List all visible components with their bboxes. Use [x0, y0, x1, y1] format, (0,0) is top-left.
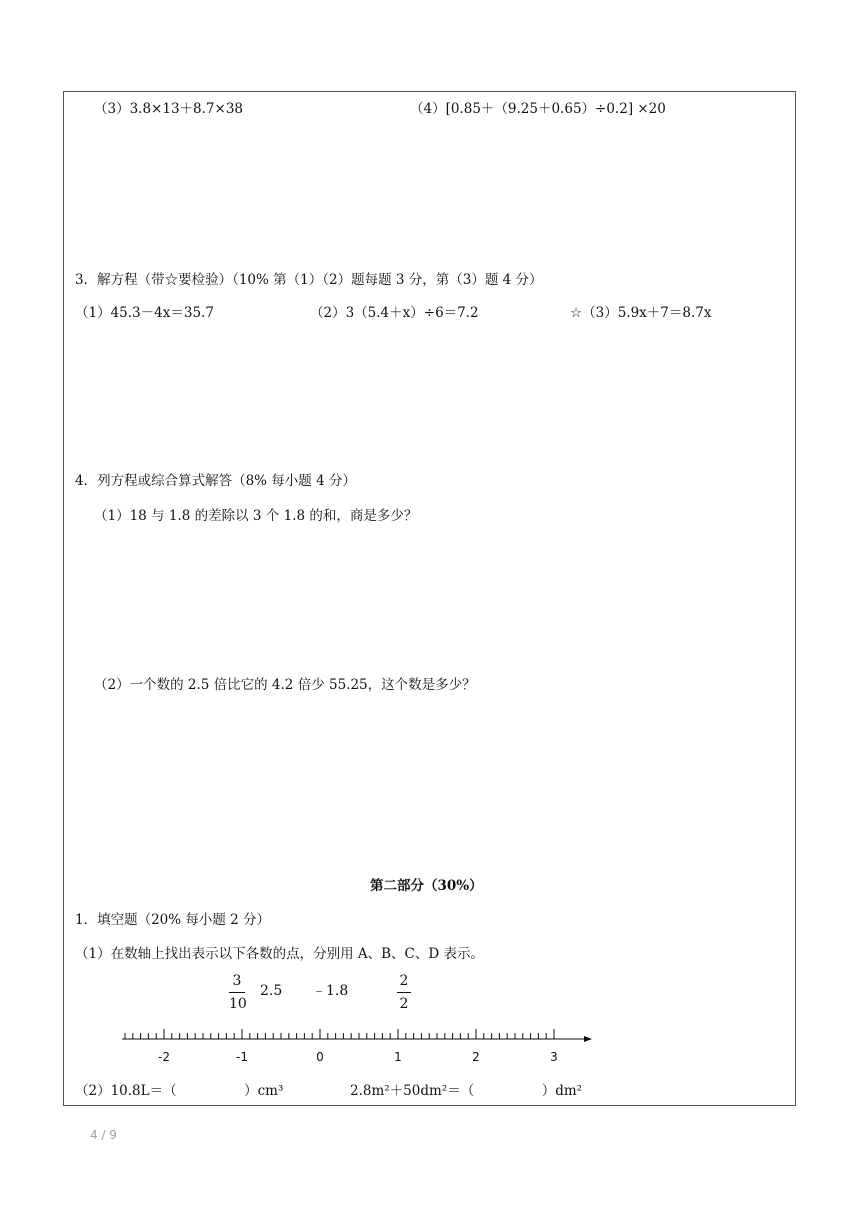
- axis-label: 2: [472, 1050, 480, 1064]
- word-problem-1: （1）18 与 1.8 的差除以 3 个 1.8 的和，商是多少？: [94, 508, 418, 524]
- unit-conversion-volume: （2）10.8L＝（ ）cm³: [75, 1083, 284, 1099]
- part-2-heading: 第二部分（30%）: [370, 878, 483, 894]
- axis-label: 3: [550, 1050, 558, 1064]
- fraction-two-halves: [397, 972, 411, 1013]
- axis-label: -1: [236, 1050, 248, 1064]
- number-neg-1-8: ﹣1.8: [312, 983, 349, 999]
- fraction-three-tenths: [229, 972, 245, 1013]
- equation-2: （2）3（5.4＋x）÷6＝7.2: [310, 305, 479, 321]
- fraction-denominator: 2: [399, 996, 409, 1012]
- axis-label: 1: [394, 1050, 402, 1064]
- word-problem-2: （2）一个数的 2.5 倍比它的 4.2 倍少 55.25，这个数是多少？: [94, 677, 476, 693]
- section-3-title: 3．解方程（带☆要检验）（10% 第（1）（2）题每题 3 分，第（3）题 4 分）: [75, 272, 543, 288]
- page-number: 4 / 9: [90, 1128, 117, 1142]
- fraction-denominator: 10: [229, 996, 247, 1012]
- axis-label: -2: [158, 1050, 170, 1064]
- fraction-numerator: 3: [232, 973, 242, 989]
- problem-1-4: （4）[0.85＋（9.25＋0.65）÷0.2] ×20: [410, 101, 666, 117]
- unit-conversion-area: 2.8m²＋50dm²＝（ ）dm²: [350, 1083, 583, 1099]
- fraction-numerator: 2: [399, 973, 409, 989]
- number-2-5: 2.5: [260, 983, 283, 999]
- number-line-question: （1）在数轴上找出表示以下各数的点，分别用 A、B、C、D 表示。: [75, 946, 484, 962]
- equation-3: ☆（3）5.9x＋7＝8.7x: [570, 305, 712, 321]
- fill-in-title: 1．填空题（20% 每小题 2 分）: [75, 912, 271, 928]
- section-4-title: 4．列方程或综合算式解答（8% 每小题 4 分）: [75, 473, 356, 489]
- axis-label: 0: [316, 1050, 324, 1064]
- problem-1-3: （3）3.8×13＋8.7×38: [94, 101, 244, 117]
- equation-1: （1）45.3－4x＝35.7: [75, 305, 214, 321]
